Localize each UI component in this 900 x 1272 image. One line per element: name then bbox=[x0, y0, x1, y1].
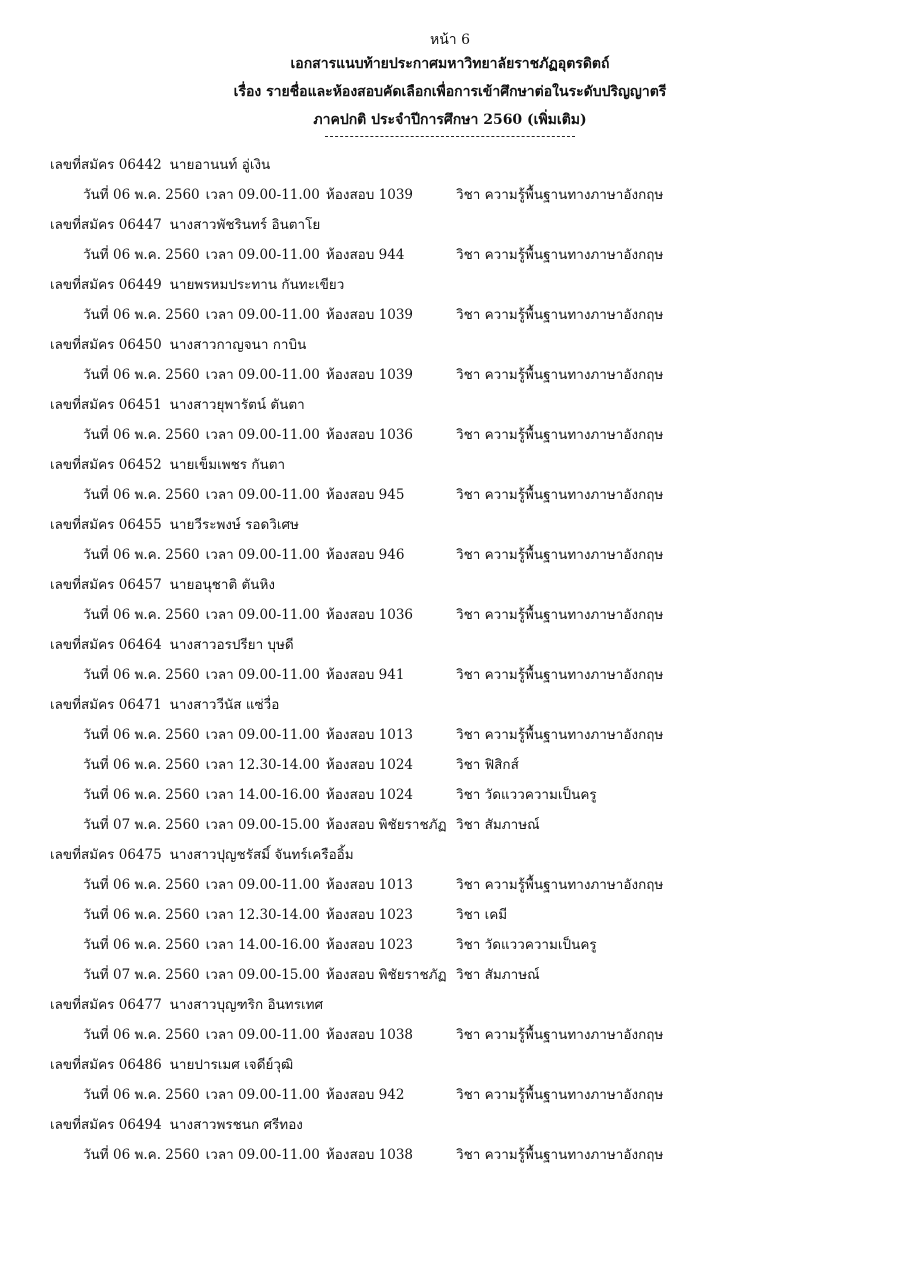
exam-subject: วิชา ฟิสิกส์ bbox=[456, 757, 519, 773]
exam-when bbox=[83, 960, 453, 990]
application-number: เลขที่สมัคร 06452 bbox=[50, 457, 162, 473]
application-number: เลขที่สมัคร 06442 bbox=[50, 157, 162, 173]
exam-schedule-row bbox=[50, 480, 870, 510]
application-number: เลขที่สมัคร 06447 bbox=[50, 217, 162, 233]
exam-when bbox=[83, 540, 410, 570]
exam-when bbox=[83, 480, 410, 510]
exam-subject: วิชา ความรู้พื้นฐานทางภาษาอังกฤษ bbox=[456, 877, 664, 893]
exam-date: วันที่ 06 พ.ค. 2560 bbox=[83, 547, 200, 563]
exam-time: เวลา 14.00-16.00 bbox=[205, 937, 320, 953]
application-number: เลขที่สมัคร 06486 bbox=[50, 1057, 162, 1073]
exam-subject: วิชา ความรู้พื้นฐานทางภาษาอังกฤษ bbox=[456, 367, 664, 383]
exam-date: วันที่ 06 พ.ค. 2560 bbox=[83, 1147, 200, 1163]
exam-subject: วิชา ความรู้พื้นฐานทางภาษาอังกฤษ bbox=[456, 727, 664, 743]
exam-schedule-row bbox=[50, 1020, 870, 1050]
applicant-name: นายอานนท์ อู่เงิน bbox=[169, 157, 271, 173]
applicant-name: นางสาวปุญชรัสมิ์ จันทร์เครืออิ้ม bbox=[169, 847, 354, 863]
exam-date: วันที่ 06 พ.ค. 2560 bbox=[83, 307, 200, 323]
exam-time: เวลา 09.00-11.00 bbox=[205, 1147, 320, 1163]
exam-subject: วิชา ความรู้พื้นฐานทางภาษาอังกฤษ bbox=[456, 427, 664, 443]
application-number: เลขที่สมัคร 06455 bbox=[50, 517, 162, 533]
exam-time: เวลา 09.00-11.00 bbox=[205, 1087, 320, 1103]
exam-schedule-row bbox=[50, 420, 870, 450]
exam-date: วันที่ 06 พ.ค. 2560 bbox=[83, 487, 200, 503]
exam-subject: วิชา ความรู้พื้นฐานทางภาษาอังกฤษ bbox=[456, 487, 664, 503]
exam-room: ห้องสอบ 1024 bbox=[325, 757, 414, 773]
exam-time: เวลา 09.00-11.00 bbox=[205, 367, 320, 383]
exam-room: ห้องสอบ 1024 bbox=[325, 787, 414, 803]
exam-time: เวลา 09.00-11.00 bbox=[205, 877, 320, 893]
application-number: เลขที่สมัคร 06451 bbox=[50, 397, 162, 413]
exam-schedule-row bbox=[50, 300, 870, 330]
exam-when bbox=[83, 300, 419, 330]
exam-date: วันที่ 06 พ.ค. 2560 bbox=[83, 1027, 200, 1043]
applicant-header bbox=[50, 690, 870, 720]
applicant-name: นางสาวกาญจนา กาบิน bbox=[169, 337, 307, 353]
exam-schedule-row bbox=[50, 960, 870, 990]
exam-time: เวลา 09.00-11.00 bbox=[205, 307, 320, 323]
exam-date: วันที่ 06 พ.ค. 2560 bbox=[83, 187, 200, 203]
applicant-name: นางสาวยุพารัตน์ ตันตา bbox=[169, 397, 305, 413]
exam-subject: วิชา ความรู้พื้นฐานทางภาษาอังกฤษ bbox=[456, 1087, 664, 1103]
applicant-header bbox=[50, 1110, 870, 1140]
exam-date: วันที่ 06 พ.ค. 2560 bbox=[83, 877, 200, 893]
exam-date: วันที่ 06 พ.ค. 2560 bbox=[83, 667, 200, 683]
exam-when bbox=[83, 750, 419, 780]
exam-room: ห้องสอบ 946 bbox=[325, 547, 405, 563]
announcement-term: ภาคปกติ ประจำปีการศึกษา 2560 (เพิ่มเติม) bbox=[313, 112, 587, 128]
exam-time: เวลา 09.00-11.00 bbox=[205, 547, 320, 563]
exam-when bbox=[83, 720, 419, 750]
exam-subject: วิชา ความรู้พื้นฐานทางภาษาอังกฤษ bbox=[456, 607, 664, 623]
applicant-header bbox=[50, 990, 870, 1020]
exam-date: วันที่ 06 พ.ค. 2560 bbox=[83, 1087, 200, 1103]
exam-time: เวลา 09.00-11.00 bbox=[205, 487, 320, 503]
applicant-name: นางสาวพรชนก ศรีทอง bbox=[169, 1117, 303, 1133]
applicant-header bbox=[50, 840, 870, 870]
exam-subject: วิชา ความรู้พื้นฐานทางภาษาอังกฤษ bbox=[456, 1027, 664, 1043]
exam-schedule-row bbox=[50, 360, 870, 390]
exam-time: เวลา 12.30-14.00 bbox=[205, 757, 320, 773]
applicant-header bbox=[50, 330, 870, 360]
exam-schedule-row bbox=[50, 930, 870, 960]
exam-when bbox=[83, 930, 419, 960]
exam-subject: วิชา สัมภาษณ์ bbox=[456, 817, 540, 833]
application-number: เลขที่สมัคร 06494 bbox=[50, 1117, 162, 1133]
exam-time: เวลา 09.00-11.00 bbox=[205, 607, 320, 623]
exam-subject: วิชา เคมี bbox=[456, 907, 508, 923]
page-number: หน้า 6 bbox=[429, 32, 471, 48]
exam-room: ห้องสอบ 942 bbox=[325, 1087, 405, 1103]
applicant-header bbox=[50, 570, 870, 600]
exam-schedule-row bbox=[50, 540, 870, 570]
exam-subject: วิชา สัมภาษณ์ bbox=[456, 967, 540, 983]
application-number: เลขที่สมัคร 06450 bbox=[50, 337, 162, 353]
applicant-header bbox=[50, 450, 870, 480]
application-number: เลขที่สมัคร 06477 bbox=[50, 997, 162, 1013]
exam-room: ห้องสอบ พิชัยราชภัฏ bbox=[325, 967, 447, 983]
exam-date: วันที่ 06 พ.ค. 2560 bbox=[83, 937, 200, 953]
exam-time: เวลา 14.00-16.00 bbox=[205, 787, 320, 803]
document-header bbox=[0, 30, 900, 137]
exam-schedule-row bbox=[50, 780, 870, 810]
exam-date: วันที่ 06 พ.ค. 2560 bbox=[83, 607, 200, 623]
exam-room: ห้องสอบ พิชัยราชภัฏ bbox=[325, 817, 447, 833]
applicant-name: นางสาววีนัส แซ่วื่อ bbox=[169, 697, 280, 713]
exam-room: ห้องสอบ 1036 bbox=[325, 607, 414, 623]
exam-when bbox=[83, 810, 453, 840]
announcement-subject: เรื่อง รายชื่อและห้องสอบคัดเลือกเพื่อการเข้าศึกษาต่อในระดับปริญญาตรี bbox=[233, 84, 667, 100]
exam-subject: วิชา ความรู้พื้นฐานทางภาษาอังกฤษ bbox=[456, 187, 664, 203]
applicant-name: นายปารเมศ เจดีย์วุฒิ bbox=[169, 1057, 294, 1073]
exam-schedule-row bbox=[50, 1080, 870, 1110]
exam-date: วันที่ 06 พ.ค. 2560 bbox=[83, 247, 200, 263]
exam-schedule-row bbox=[50, 180, 870, 210]
applicant-name: นางสาวพัชรินทร์ อินตาโย bbox=[169, 217, 321, 233]
exam-time: เวลา 09.00-15.00 bbox=[205, 817, 320, 833]
exam-date: วันที่ 06 พ.ค. 2560 bbox=[83, 907, 200, 923]
applicant-header bbox=[50, 1050, 870, 1080]
exam-date: วันที่ 06 พ.ค. 2560 bbox=[83, 367, 200, 383]
exam-date: วันที่ 06 พ.ค. 2560 bbox=[83, 727, 200, 743]
applicant-name: นางสาวบุญฑริก อินทรเทศ bbox=[169, 997, 324, 1013]
exam-when bbox=[83, 1140, 419, 1170]
exam-schedule-row bbox=[50, 240, 870, 270]
applicant-list bbox=[50, 150, 870, 1170]
exam-room: ห้องสอบ 1039 bbox=[325, 187, 414, 203]
exam-date: วันที่ 07 พ.ค. 2560 bbox=[83, 967, 200, 983]
applicant-name: นายอนุชาติ ตันหิง bbox=[169, 577, 276, 593]
applicant-name: นายเข็มเพชร กันตา bbox=[169, 457, 286, 473]
exam-date: วันที่ 06 พ.ค. 2560 bbox=[83, 427, 200, 443]
exam-when bbox=[83, 660, 410, 690]
exam-room: ห้องสอบ 1039 bbox=[325, 367, 414, 383]
exam-room: ห้องสอบ 1038 bbox=[325, 1147, 414, 1163]
application-number: เลขที่สมัคร 06464 bbox=[50, 637, 162, 653]
header-divider bbox=[325, 136, 575, 137]
exam-date: วันที่ 06 พ.ค. 2560 bbox=[83, 757, 200, 773]
exam-when bbox=[83, 600, 419, 630]
exam-subject: วิชา ความรู้พื้นฐานทางภาษาอังกฤษ bbox=[456, 247, 664, 263]
exam-when bbox=[83, 1080, 410, 1110]
applicant-header bbox=[50, 210, 870, 240]
exam-when bbox=[83, 870, 419, 900]
exam-room: ห้องสอบ 941 bbox=[325, 667, 405, 683]
exam-schedule-row bbox=[50, 720, 870, 750]
exam-when bbox=[83, 900, 419, 930]
exam-room: ห้องสอบ 1023 bbox=[325, 937, 414, 953]
applicant-name: นายวีระพงษ์ รอดวิเศษ bbox=[169, 517, 299, 533]
applicant-header bbox=[50, 630, 870, 660]
exam-time: เวลา 09.00-11.00 bbox=[205, 187, 320, 203]
applicant-header bbox=[50, 390, 870, 420]
exam-subject: วิชา วัดแววความเป็นครู bbox=[456, 787, 597, 803]
application-number: เลขที่สมัคร 06449 bbox=[50, 277, 162, 293]
application-number: เลขที่สมัคร 06471 bbox=[50, 697, 162, 713]
applicant-name: นางสาวอรปรียา บุษดี bbox=[169, 637, 294, 653]
exam-when bbox=[83, 420, 419, 450]
exam-date: วันที่ 07 พ.ค. 2560 bbox=[83, 817, 200, 833]
exam-room: ห้องสอบ 1013 bbox=[325, 727, 414, 743]
exam-time: เวลา 09.00-11.00 bbox=[205, 1027, 320, 1043]
exam-room: ห้องสอบ 945 bbox=[325, 487, 405, 503]
exam-subject: วิชา วัดแววความเป็นครู bbox=[456, 937, 597, 953]
applicant-header bbox=[50, 510, 870, 540]
exam-when bbox=[83, 780, 419, 810]
exam-room: ห้องสอบ 1013 bbox=[325, 877, 414, 893]
exam-subject: วิชา ความรู้พื้นฐานทางภาษาอังกฤษ bbox=[456, 547, 664, 563]
exam-when bbox=[83, 1020, 419, 1050]
exam-date: วันที่ 06 พ.ค. 2560 bbox=[83, 787, 200, 803]
exam-when bbox=[83, 360, 419, 390]
exam-room: ห้องสอบ 1036 bbox=[325, 427, 414, 443]
announcement-title: เอกสารแนบท้ายประกาศมหาวิทยาลัยราชภัฏอุตรดิตถ์ bbox=[290, 56, 610, 72]
exam-subject: วิชา ความรู้พื้นฐานทางภาษาอังกฤษ bbox=[456, 667, 664, 683]
applicant-name: นายพรหมประทาน กันทะเขียว bbox=[169, 277, 345, 293]
exam-subject: วิชา ความรู้พื้นฐานทางภาษาอังกฤษ bbox=[456, 1147, 664, 1163]
exam-when bbox=[83, 180, 419, 210]
exam-room: ห้องสอบ 1023 bbox=[325, 907, 414, 923]
exam-schedule-row bbox=[50, 600, 870, 630]
exam-time: เวลา 09.00-15.00 bbox=[205, 967, 320, 983]
exam-time: เวลา 09.00-11.00 bbox=[205, 667, 320, 683]
exam-schedule-row bbox=[50, 870, 870, 900]
exam-schedule-row bbox=[50, 810, 870, 840]
exam-schedule-row bbox=[50, 660, 870, 690]
exam-time: เวลา 09.00-11.00 bbox=[205, 427, 320, 443]
exam-room: ห้องสอบ 1038 bbox=[325, 1027, 414, 1043]
exam-room: ห้องสอบ 1039 bbox=[325, 307, 414, 323]
exam-room: ห้องสอบ 944 bbox=[325, 247, 405, 263]
application-number: เลขที่สมัคร 06457 bbox=[50, 577, 162, 593]
exam-time: เวลา 09.00-11.00 bbox=[205, 727, 320, 743]
exam-time: เวลา 09.00-11.00 bbox=[205, 247, 320, 263]
exam-schedule-row bbox=[50, 750, 870, 780]
exam-when bbox=[83, 240, 410, 270]
applicant-header bbox=[50, 270, 870, 300]
applicant-header bbox=[50, 150, 870, 180]
exam-schedule-row bbox=[50, 1140, 870, 1170]
exam-subject: วิชา ความรู้พื้นฐานทางภาษาอังกฤษ bbox=[456, 307, 664, 323]
application-number: เลขที่สมัคร 06475 bbox=[50, 847, 162, 863]
exam-schedule-row bbox=[50, 900, 870, 930]
exam-time: เวลา 12.30-14.00 bbox=[205, 907, 320, 923]
